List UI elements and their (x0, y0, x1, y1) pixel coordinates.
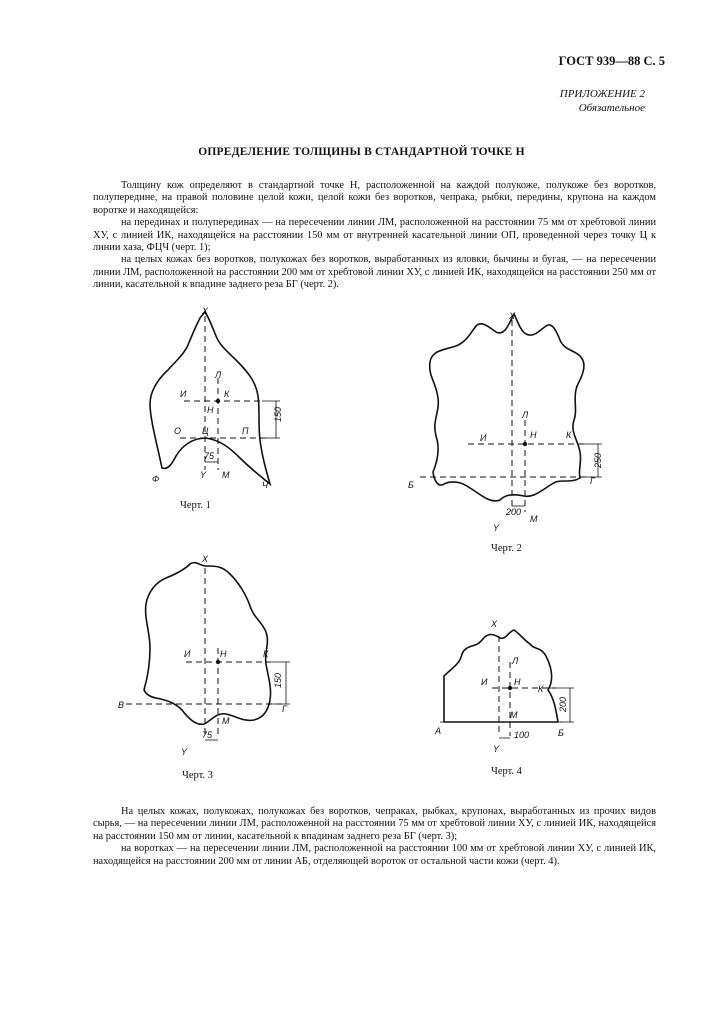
fig2-label-n: Н (530, 430, 537, 440)
fig2-label-k: К (566, 430, 572, 440)
fig4-label-x: X (491, 619, 498, 629)
fig2-label-y: Y (493, 523, 500, 533)
fig4-label-k: К (538, 684, 544, 694)
fig2-label-x: X (509, 311, 516, 321)
fig4-caption: Черт. 4 (491, 766, 522, 777)
fig1-label-ch: Ч (262, 480, 269, 490)
fig4-label-b: Б (558, 728, 564, 738)
fig3-label-x: X (202, 554, 209, 564)
fig3-label-m: М (222, 716, 230, 726)
closing-text (93, 806, 656, 868)
fig3-label-n: Н (220, 649, 227, 659)
appendix-label: ПРИЛОЖЕНИЕ 2 (559, 88, 645, 100)
fig2-label-b: Б (408, 480, 414, 490)
fig4-label-n: Н (514, 677, 521, 687)
fig4-label-l: Л (512, 656, 519, 666)
fig1-label-k: К (224, 389, 230, 399)
fig4-label-a: А (435, 726, 442, 736)
fig2-label-i: И (480, 433, 487, 443)
fig1-dim-75: 75 (204, 451, 215, 461)
closing-paragraph-1: На целых кожах, полукожах, полукожах без воротков, чепраках, рыбках, крупонах, выработанных из прочих видов сырья, — на пересечении линии ЛМ, расположенной на расстоянии 75 мм от хребтовой линии ХУ, с линией ИК, находящейся на расстоянии 150 мм от линии, касательной к впадинам заднего реза БГ (черт. 3); (93, 806, 656, 842)
intro-paragraph-3: на целых кожах без воротков, полукожах без воротков, выработанных из яловки, бычины и бугая, — на пересечении линии ЛМ, расположенной на расстоянии 200 мм от хребтовой линии ХУ, с линией ИК, находящейся на расстоянии 250 мм от линии, касательной к впадине заднего реза БГ (черт. 2). (93, 254, 656, 291)
document-header: ГОСТ 939—88 С. 5 (558, 54, 665, 68)
figure-4 (434, 619, 574, 754)
fig3-dim-150: 150 (273, 672, 283, 688)
fig3-label-v: В (118, 700, 125, 710)
fig2-caption: Черт. 2 (491, 543, 522, 554)
fig3-caption: Черт. 3 (182, 770, 213, 781)
fig4-label-m: М (510, 710, 518, 720)
fig1-label-n: Н (207, 405, 214, 415)
fig2-hide-outline (430, 314, 584, 501)
section-title: ОПРЕДЕЛЕНИЕ ТОЛЩИНЫ В СТАНДАРТНОЙ ТОЧКЕ Н (198, 146, 525, 158)
appendix-status: Обязательное (578, 102, 645, 114)
fig2-dim-200: 200 (506, 507, 522, 517)
fig4-dim-200: 200 (558, 696, 568, 712)
fig3-hide-outline (144, 563, 271, 725)
fig1-label-f: Ф (152, 474, 160, 484)
figure-1 (150, 306, 283, 490)
fig2-dim-250: 250 (593, 452, 603, 468)
fig3-label-y: Y (181, 747, 188, 757)
fig1-label-i: И (180, 389, 187, 399)
fig4-hide-outline (444, 630, 558, 722)
fig1-label-l: Л (215, 370, 222, 380)
fig4-label-i: И (481, 677, 488, 687)
figure-3 (118, 554, 290, 757)
figure-2 (408, 311, 603, 533)
fig1-caption: Черт. 1 (180, 500, 211, 511)
closing-paragraph-2: на воротках — на пересечении линии ЛМ, расположенной на расстоянии 100 мм от хребтовой линии ХУ, с линией ИК, находящейся на расстоянии 200 мм от линии АБ, отделяющей вороток от остальной части кожи (черт. 4). (93, 843, 656, 867)
fig1-label-m: М (222, 470, 230, 480)
fig1-label-y: Y (200, 470, 207, 480)
fig1-label-ts: Ц (202, 426, 209, 436)
intro-paragraph-2: на перединах и полуперединах — на пересечении линии ЛМ, расположенной на расстоянии 75 мм от хребтовой линии ХУ, с линией ИК, находящейся на расстоянии 150 мм от внутренней касательной линии ОП, проведенной через точку Ц к линии хаза, ФЦЧ (черт. 1); (93, 217, 656, 254)
fig2-label-m: М (530, 514, 538, 524)
fig4-label-y: Y (493, 744, 500, 754)
fig1-label-o: О (174, 426, 182, 436)
fig4-dim-100: 100 (514, 730, 530, 740)
fig2-label-g: Г (590, 476, 595, 486)
fig3-label-k: К (263, 649, 269, 659)
fig3-label-i: И (184, 649, 191, 659)
fig2-label-l: Л (522, 410, 529, 420)
fig3-dim-75: 75 (202, 730, 213, 740)
fig3-label-g: Г (282, 704, 287, 714)
fig1-label-p: П (242, 426, 249, 436)
fig1-label-x: X (202, 306, 209, 316)
fig1-dim-150: 150 (273, 406, 283, 422)
intro-paragraph-1: Толщину кож определяют в стандартной точке Н, расположенной на каждой полукоже, полукоже без воротков, полупередине, на правой половине целой кожи, целой кожи без воротков, чепрака, рыбки, передины, крупона на каждом воротке и находящейся: (93, 180, 656, 216)
